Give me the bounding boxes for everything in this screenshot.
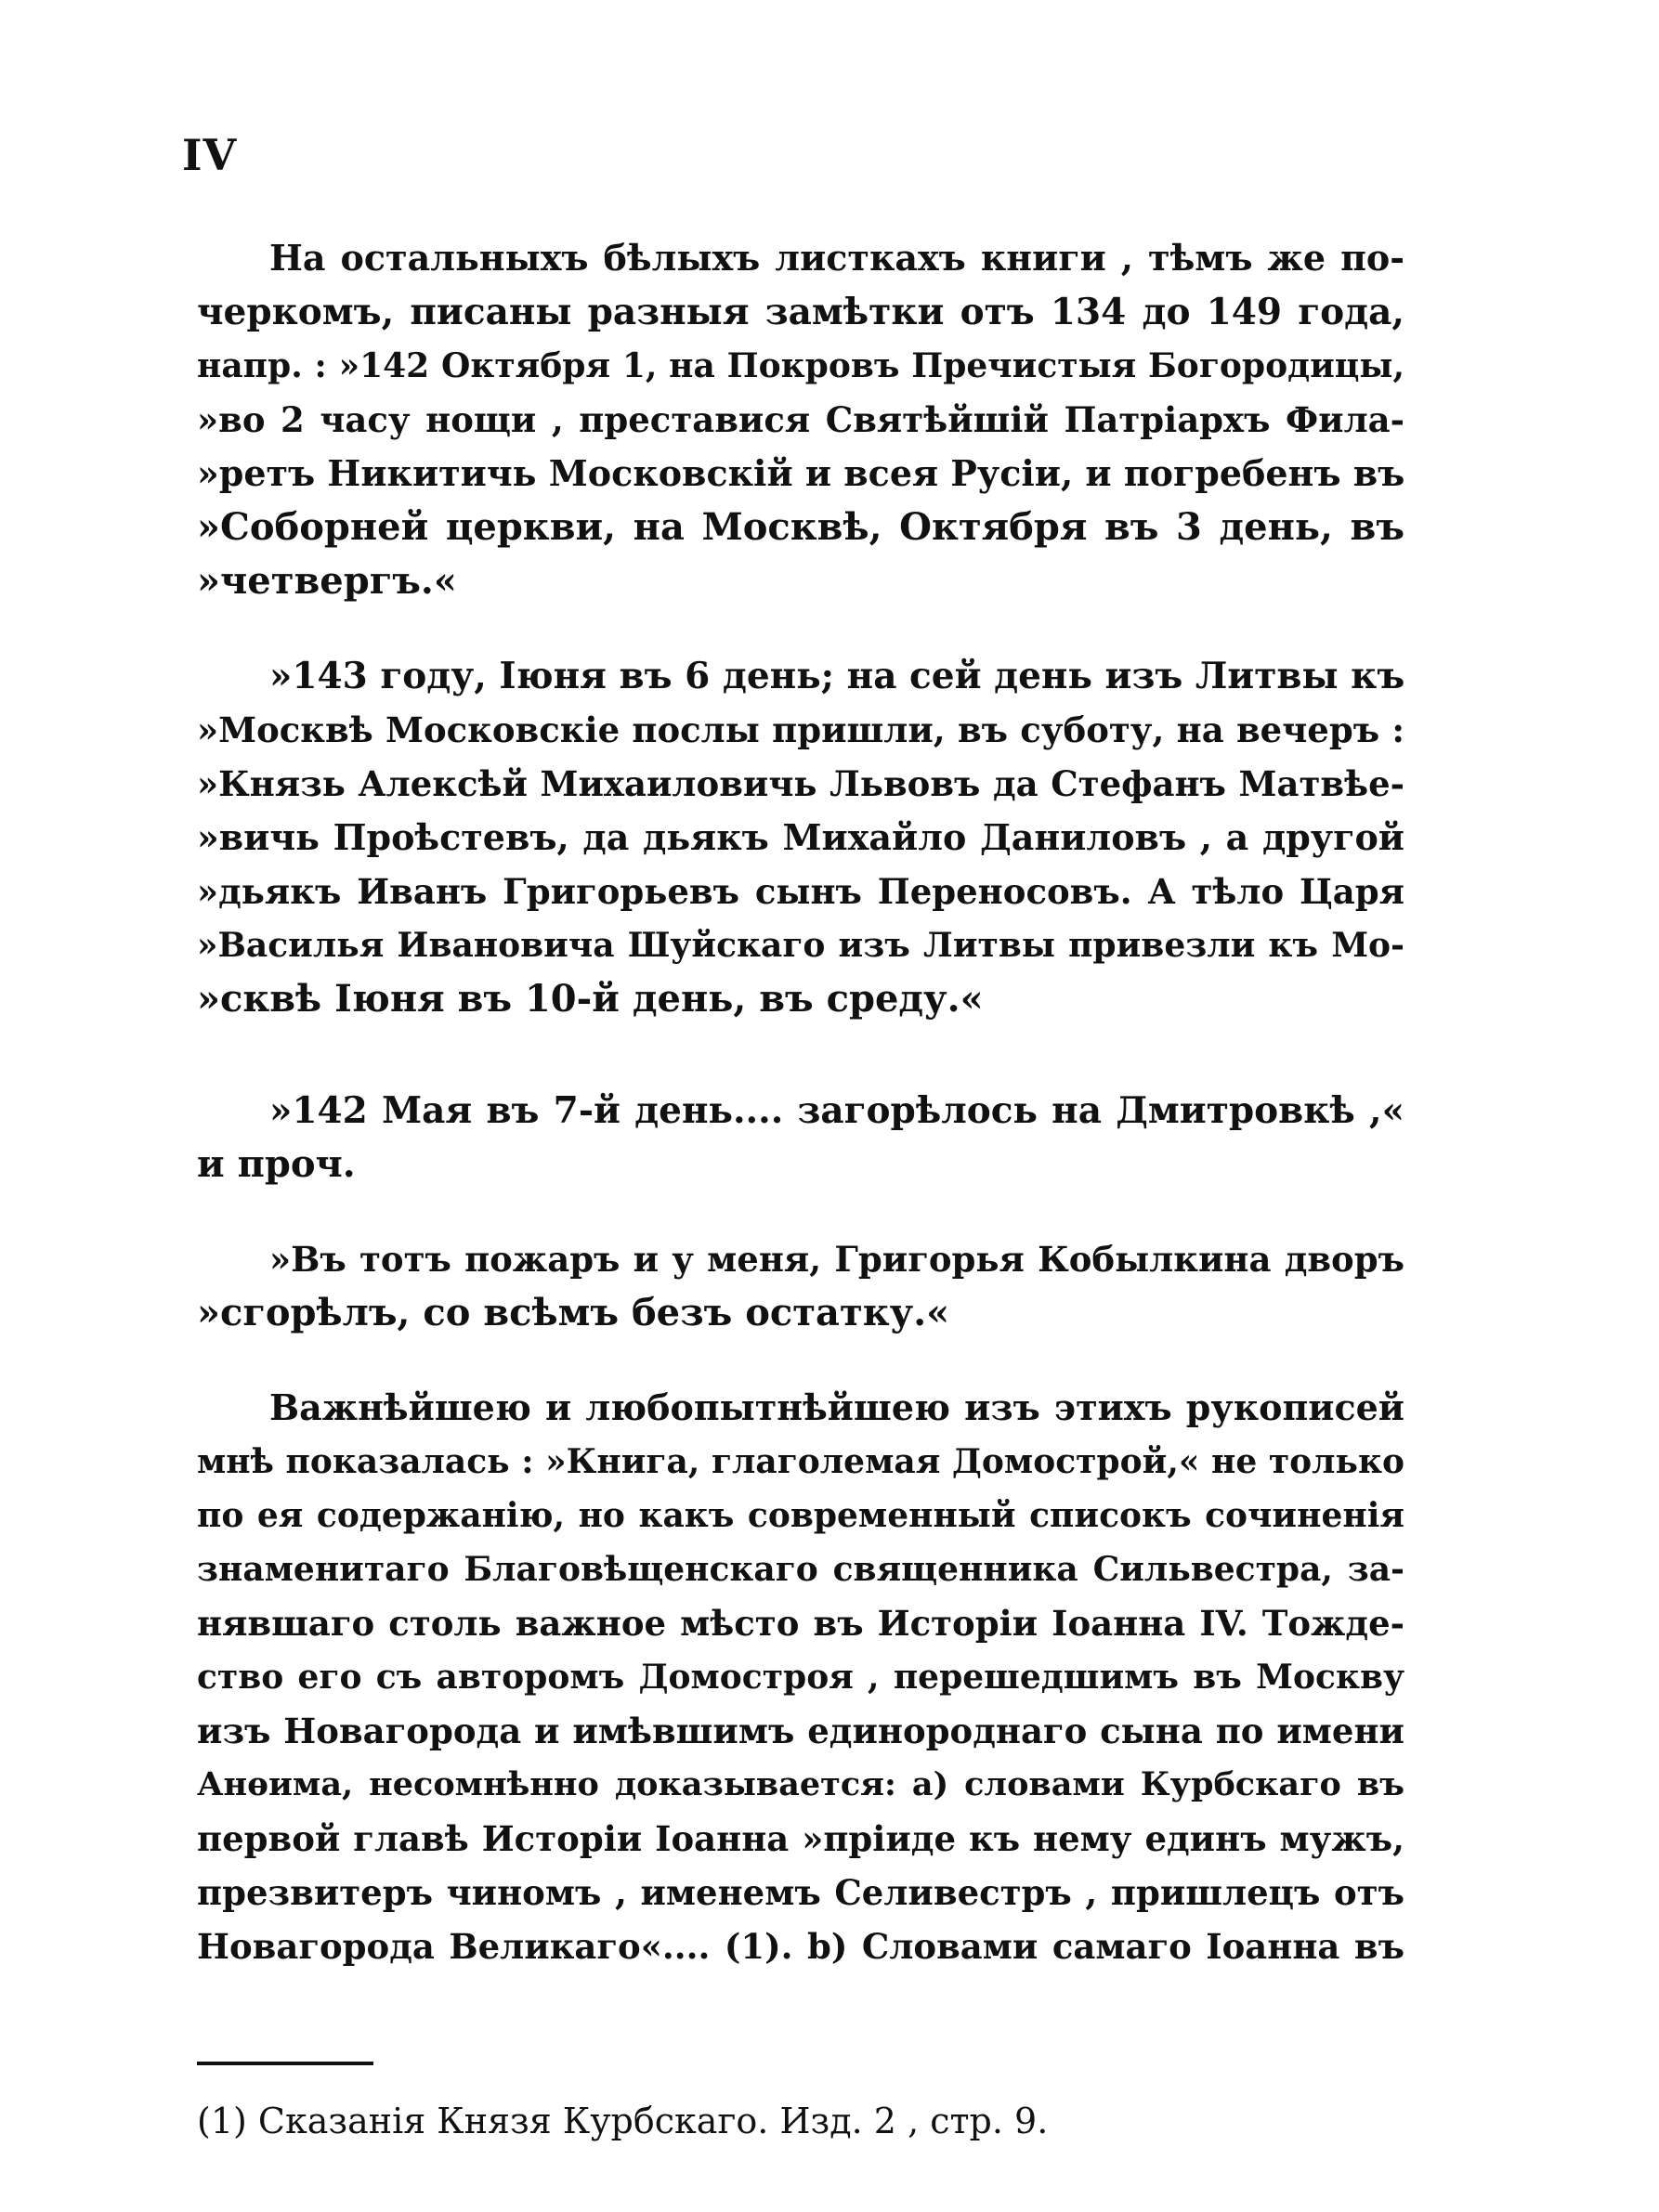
footnote-separator [197,2062,373,2065]
paragraph-1-line-7: »четвергъ.« [197,559,457,603]
paragraph-5-line-7: изъ Новагорода и имѣвшимъ единороднаго сына по имени [197,1711,1404,1751]
paragraph-1-line-5: »ретъ Никитичь Московскій и всея Русіи, и погребенъ въ [197,452,1405,494]
paragraph-2-line-1: »143 году, Іюня въ 6 день; на сей день изъ Литвы къ [269,655,1405,697]
page-number: IV [182,130,238,180]
paragraph-5-line-4: знаменитаго Благовѣщенскаго священника Сильвестра, за- [197,1550,1404,1589]
footnote: (1) Сказанія Князя Курбскаго. Изд. 2 , стр. 9. [197,2101,1049,2141]
paragraph-5-line-5: нявшаго столь важное мѣсто въ Исторіи Іоанна IV. Тожде- [197,1603,1404,1644]
paragraph-5-line-6: ство его съ авторомъ Домостроя , перешедшимъ въ Москву [197,1658,1404,1697]
paragraph-2-line-2: »Москвѣ Московскіе послы пришли, въ суботу, на вечеръ : [197,709,1404,750]
paragraph-1-line-4: »во 2 часу нощи , преставися Святѣйшій Патріархъ Фила- [197,399,1404,440]
paragraph-4-line-2: »сгорѣлъ, со всѣмъ безъ остатку.« [197,1291,950,1334]
paragraph-3-line-1: »142 Мая въ 7-й день.... загорѣлось на Дмитровкѣ ,« [269,1089,1404,1132]
paragraph-1-line-1: На остальныхъ бѣлыхъ листкахъ книги , тѣмъ же по- [269,237,1404,279]
paragraph-5-line-11: Новагорода Великаго«.... (1). b) Словами самаго Іоанна въ [197,1926,1404,1967]
paragraph-5-line-8: Анѳима, несомнѣнно доказывается: a) словами Курбскаго въ [197,1765,1404,1803]
paragraph-2-line-4: »вичь Проѣстевъ, да дьякъ Михайло Даниловъ , а другой [197,816,1404,858]
paragraph-2-line-5: »дьякъ Иванъ Григорьевъ сынъ Переносовъ. А тѣло Царя [197,871,1404,912]
paragraph-5-line-1: Важнѣйшею и любопытнѣйшею изъ этихъ рукописей [269,1386,1404,1428]
paragraph-5-line-3: по ея содержанію, но какъ современный списокъ сочиненія [197,1496,1404,1535]
paragraph-5-line-10: презвитеръ чиномъ , именемъ Селивестръ , пришлецъ отъ [197,1872,1404,1913]
paragraph-5-line-2: мнѣ показалась : »Книга, глаголемая Домострой,« не только [197,1442,1404,1481]
paragraph-1-line-3: напр. : »142 Октября 1, на Покровъ Пречистыя Богородицы, [197,346,1404,385]
paragraph-4-line-1: »Въ тотъ пожаръ и у меня, Григорья Кобылкина дворъ [269,1239,1404,1280]
paragraph-2-line-7: »сквѣ Іюня въ 10-й день, въ среду.« [197,977,984,1021]
paragraph-2-line-6: »Василья Ивановича Шуйскаго изъ Литвы привезли къ Мо- [197,926,1404,965]
paragraph-1-line-2: черкомъ, писаны разныя замѣтки отъ 134 до 149 года, [197,291,1404,333]
paragraph-2-line-3: »Князь Алексѣй Михаиловичь Львовъ да Стефанъ Матвѣе- [197,763,1404,804]
paragraph-5-line-9: первой главѣ Исторіи Іоанна »пріиде къ нему единъ мужъ, [197,1818,1404,1859]
paragraph-3-line-2: и проч. [197,1142,356,1186]
paragraph-1-line-6: »Соборней церкви, на Москвѣ, Октября въ 3 день, въ [197,505,1404,549]
